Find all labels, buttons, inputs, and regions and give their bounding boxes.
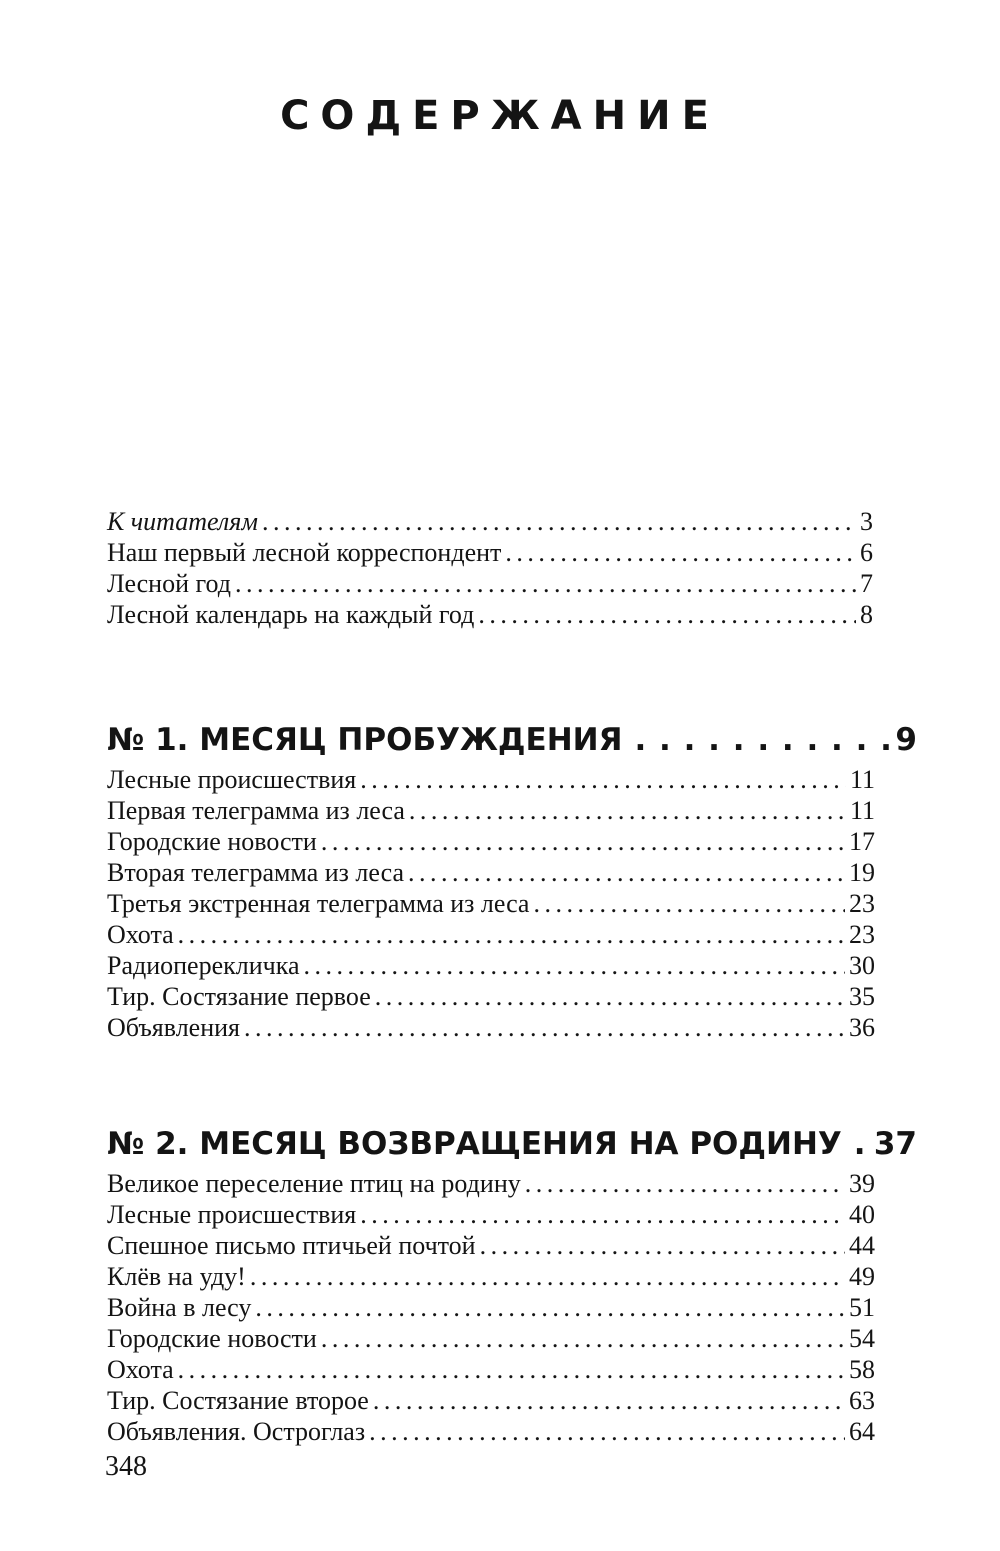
toc-entry-label: Объявления. Остроглаз <box>107 1417 366 1446</box>
toc-entry <box>107 826 875 857</box>
dot-leader <box>250 1261 845 1292</box>
toc-entry-label: К читателям <box>107 507 258 536</box>
dot-leader <box>321 826 845 857</box>
toc-entry <box>107 1416 875 1447</box>
page-title: СОДЕРЖАНИЕ <box>280 93 720 139</box>
dot-leader <box>244 1012 845 1043</box>
dot-leader <box>505 537 856 568</box>
toc-entry-label: Великое переселение птиц на родину <box>107 1169 521 1198</box>
toc-entry-page: 8 <box>860 600 873 629</box>
toc-entry-page: 39 <box>849 1169 875 1198</box>
toc-entry-page: 35 <box>849 982 875 1011</box>
dot-leader <box>262 506 856 537</box>
toc-entry <box>107 1323 875 1354</box>
toc-entry-label: Война в лесу <box>107 1293 252 1322</box>
toc-entry-page: 7 <box>860 569 873 598</box>
dot-leader <box>360 1199 845 1230</box>
section-heading <box>107 716 917 764</box>
toc-entry-label: Радиоперекличка <box>107 951 300 980</box>
page-number: 348 <box>105 1451 147 1482</box>
dot-leader <box>480 1230 845 1261</box>
section-heading-label: № 1. МЕСЯЦ ПРОБУЖДЕНИЯ <box>107 722 623 758</box>
toc-entry-label: Объявления <box>107 1013 240 1042</box>
dot-leader <box>373 1385 845 1416</box>
toc-entry-page: 11 <box>849 796 875 825</box>
toc-entry-page: 49 <box>849 1262 875 1291</box>
dot-leader <box>360 764 846 795</box>
section-heading-page: 9 <box>895 722 917 758</box>
toc-entry <box>107 981 875 1012</box>
toc-entry-label: Тир. Состязание первое <box>107 982 371 1011</box>
toc-entry-page: 40 <box>849 1200 875 1229</box>
toc-entry-page: 54 <box>849 1324 875 1353</box>
toc-entry-label: Первая телеграмма из леса <box>107 796 405 825</box>
toc-intro <box>107 506 875 630</box>
toc-entry-label: Клёв на уду! <box>107 1262 246 1291</box>
toc-entry-page: 63 <box>849 1386 875 1415</box>
toc-entry <box>107 1012 875 1043</box>
toc-entry-page: 51 <box>849 1293 875 1322</box>
toc-entry-label: Наш первый лесной корреспондент <box>107 538 502 567</box>
dot-leader <box>178 1354 845 1385</box>
toc-entry-page: 58 <box>849 1355 875 1384</box>
toc-entry <box>107 1261 875 1292</box>
toc-section-2 <box>107 1120 917 1447</box>
dot-leader <box>409 795 846 826</box>
toc-entry-label: Лесной календарь на каждый год <box>107 600 475 629</box>
section-heading <box>107 1120 917 1168</box>
dot-leader <box>525 1168 845 1199</box>
toc-entry <box>107 857 875 888</box>
toc-section-1 <box>107 716 917 1043</box>
toc-entry <box>107 888 875 919</box>
toc-entry <box>107 1385 875 1416</box>
toc-entry <box>107 599 873 630</box>
toc-entry <box>107 568 873 599</box>
toc-entry-label: Третья экстренная телеграмма из леса <box>107 889 530 918</box>
toc-entry-page: 11 <box>849 765 875 794</box>
dot-leader <box>255 1292 845 1323</box>
toc-entry-label: Охота <box>107 920 174 949</box>
toc-entry-label: Вторая телеграмма из леса <box>107 858 404 887</box>
toc-entry-label: Городские новости <box>107 827 317 856</box>
dot-leader <box>375 981 845 1012</box>
toc-entry-page: 44 <box>849 1231 875 1260</box>
dot-leader <box>321 1323 845 1354</box>
dot-leader <box>235 568 856 599</box>
section-heading-page: 37 <box>873 1126 917 1162</box>
dot-leader <box>369 1416 845 1447</box>
toc-entry <box>107 1292 875 1323</box>
section-heading-label: № 2. МЕСЯЦ ВОЗВРАЩЕНИЯ НА РОДИНУ <box>107 1126 842 1162</box>
toc-entry <box>107 1168 875 1199</box>
dot-leader <box>178 919 845 950</box>
dot-leader <box>408 857 845 888</box>
toc-entry <box>107 506 873 537</box>
dot-leader <box>478 599 856 630</box>
toc-entry <box>107 1199 875 1230</box>
toc-entry <box>107 1230 875 1261</box>
toc-entry-page: 23 <box>849 920 875 949</box>
dot-leader <box>304 950 845 981</box>
dot-leader <box>533 888 845 919</box>
toc-entry-label: Охота <box>107 1355 174 1384</box>
toc-entry-page: 23 <box>849 889 875 918</box>
toc-entry-page: 17 <box>849 827 875 856</box>
toc-entry-page: 6 <box>860 538 873 567</box>
toc-entry <box>107 537 873 568</box>
dot-leader <box>634 716 893 764</box>
toc-entry-label: Спешное письмо птичьей почтой <box>107 1231 476 1260</box>
toc-entry <box>107 795 875 826</box>
toc-entry-page: 64 <box>849 1417 875 1446</box>
toc-entry-label: Лесные происшествия <box>107 765 357 794</box>
toc-entry <box>107 1354 875 1385</box>
toc-entry <box>107 764 875 795</box>
toc-entry-page: 30 <box>849 951 875 980</box>
toc-entry-page: 36 <box>849 1013 875 1042</box>
toc-entry-label: Тир. Состязание второе <box>107 1386 369 1415</box>
toc-entry-label: Лесной год <box>107 569 232 598</box>
toc-entry <box>107 919 875 950</box>
toc-entry-page: 19 <box>849 858 875 887</box>
toc-entry-label: Городские новости <box>107 1324 317 1353</box>
dot-leader <box>854 1120 872 1168</box>
toc-entry <box>107 950 875 981</box>
toc-entry-label: Лесные происшествия <box>107 1200 357 1229</box>
toc-entry-page: 3 <box>860 507 873 536</box>
